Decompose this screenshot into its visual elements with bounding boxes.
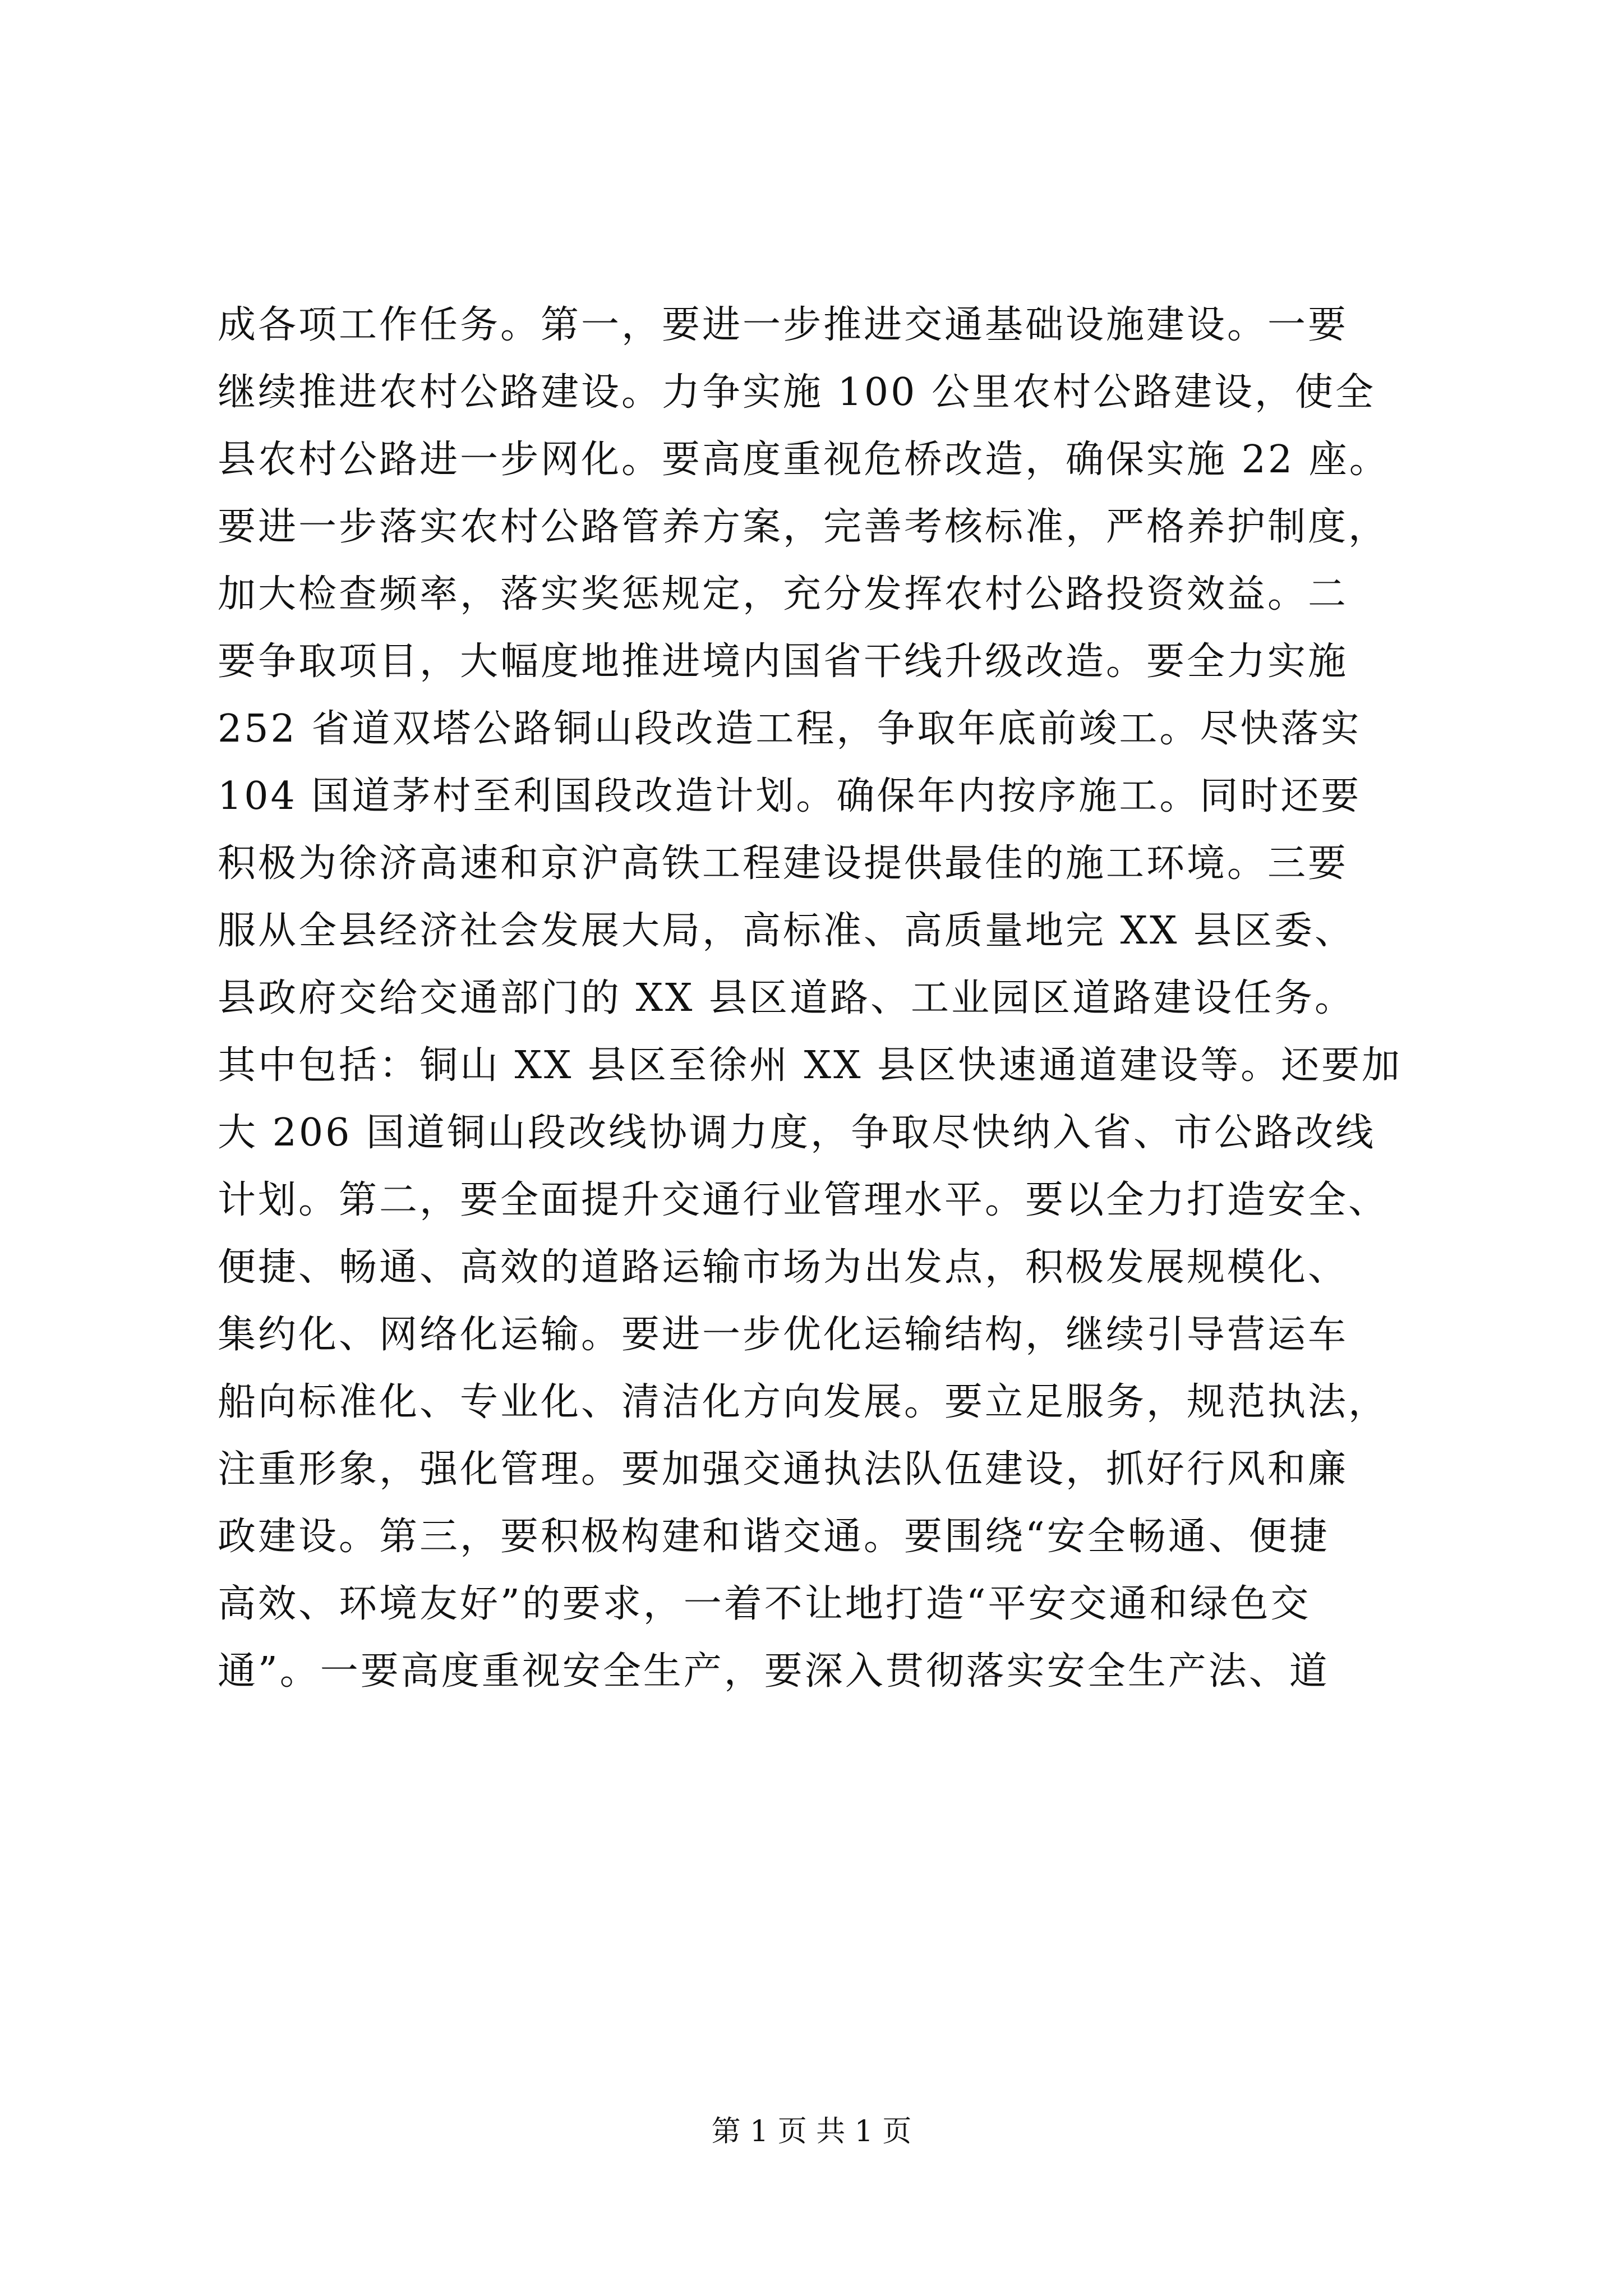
text-line: 成各项工作任务。第一，要进一步推进交通基础设施建设。一要	[218, 303, 1349, 347]
text-line: 县农村公路进一步网化。要高度重视危桥改造，确保实施 22 座。	[218, 438, 1390, 482]
text-line: 集约化、网络化运输。要进一步优化运输结构，继续引导营运车	[218, 1313, 1349, 1357]
text-line: 通”。一要高度重视安全生产，要深入贯彻落实安全生产法、道	[218, 1649, 1330, 1694]
text-line: 继续推进农村公路建设。力争实施 100 公里农村公路建设，使全	[218, 370, 1376, 415]
text-line: 便捷、畅通、高效的道路运输市场为出发点，积极发展规模化、	[218, 1245, 1349, 1290]
text-line: 注重形象，强化管理。要加强交通执法队伍建设，抓好行风和廉	[218, 1447, 1349, 1492]
text-line: 要进一步落实农村公路管养方案，完善考核标准，严格养护制度，	[218, 505, 1389, 549]
text-line: 其中包括：铜山 XX 县区至徐州 XX 县区快速通道建设等。还要加	[218, 1043, 1403, 1088]
body-text	[218, 292, 1429, 1705]
text-line: 高效、环境友好”的要求，一着不让地打造“平安交通和绿色交	[218, 1582, 1311, 1626]
text-line: 服从全县经济社会发展大局，高标准、高质量地完 XX 县区委、	[218, 909, 1355, 953]
page-footer: 第 1 页 共 1 页	[711, 2115, 912, 2148]
text-line: 船向标准化、专业化、清洁化方向发展。要立足服务，规范执法，	[218, 1380, 1389, 1424]
text-line: 大 206 国道铜山段改线协调力度，争取尽快纳入省、市公路改线	[218, 1111, 1376, 1155]
text-line: 加大检查频率，落实奖惩规定，充分发挥农村公路投资效益。二	[218, 572, 1349, 616]
text-line: 要争取项目，大幅度地推进境内国省干线升级改造。要全力实施	[218, 639, 1349, 684]
text-line: 县政府交给交通部门的 XX 县区道路、工业园区道路建设任务。	[218, 976, 1355, 1020]
text-line: 计划。第二，要全面提升交通行业管理水平。要以全力打造安全、	[218, 1178, 1389, 1222]
text-line: 积极为徐济高速和京沪高铁工程建设提供最佳的施工环境。三要	[218, 841, 1349, 886]
text-line: 252 省道双塔公路铜山段改造工程，争取年底前竣工。尽快落实	[218, 707, 1362, 751]
text-line: 104 国道茅村至利国段改造计划。确保年内按序施工。同时还要	[218, 774, 1362, 818]
text-line: 政建设。第三，要积极构建和谐交通。要围绕“安全畅通、便捷	[218, 1515, 1330, 1559]
